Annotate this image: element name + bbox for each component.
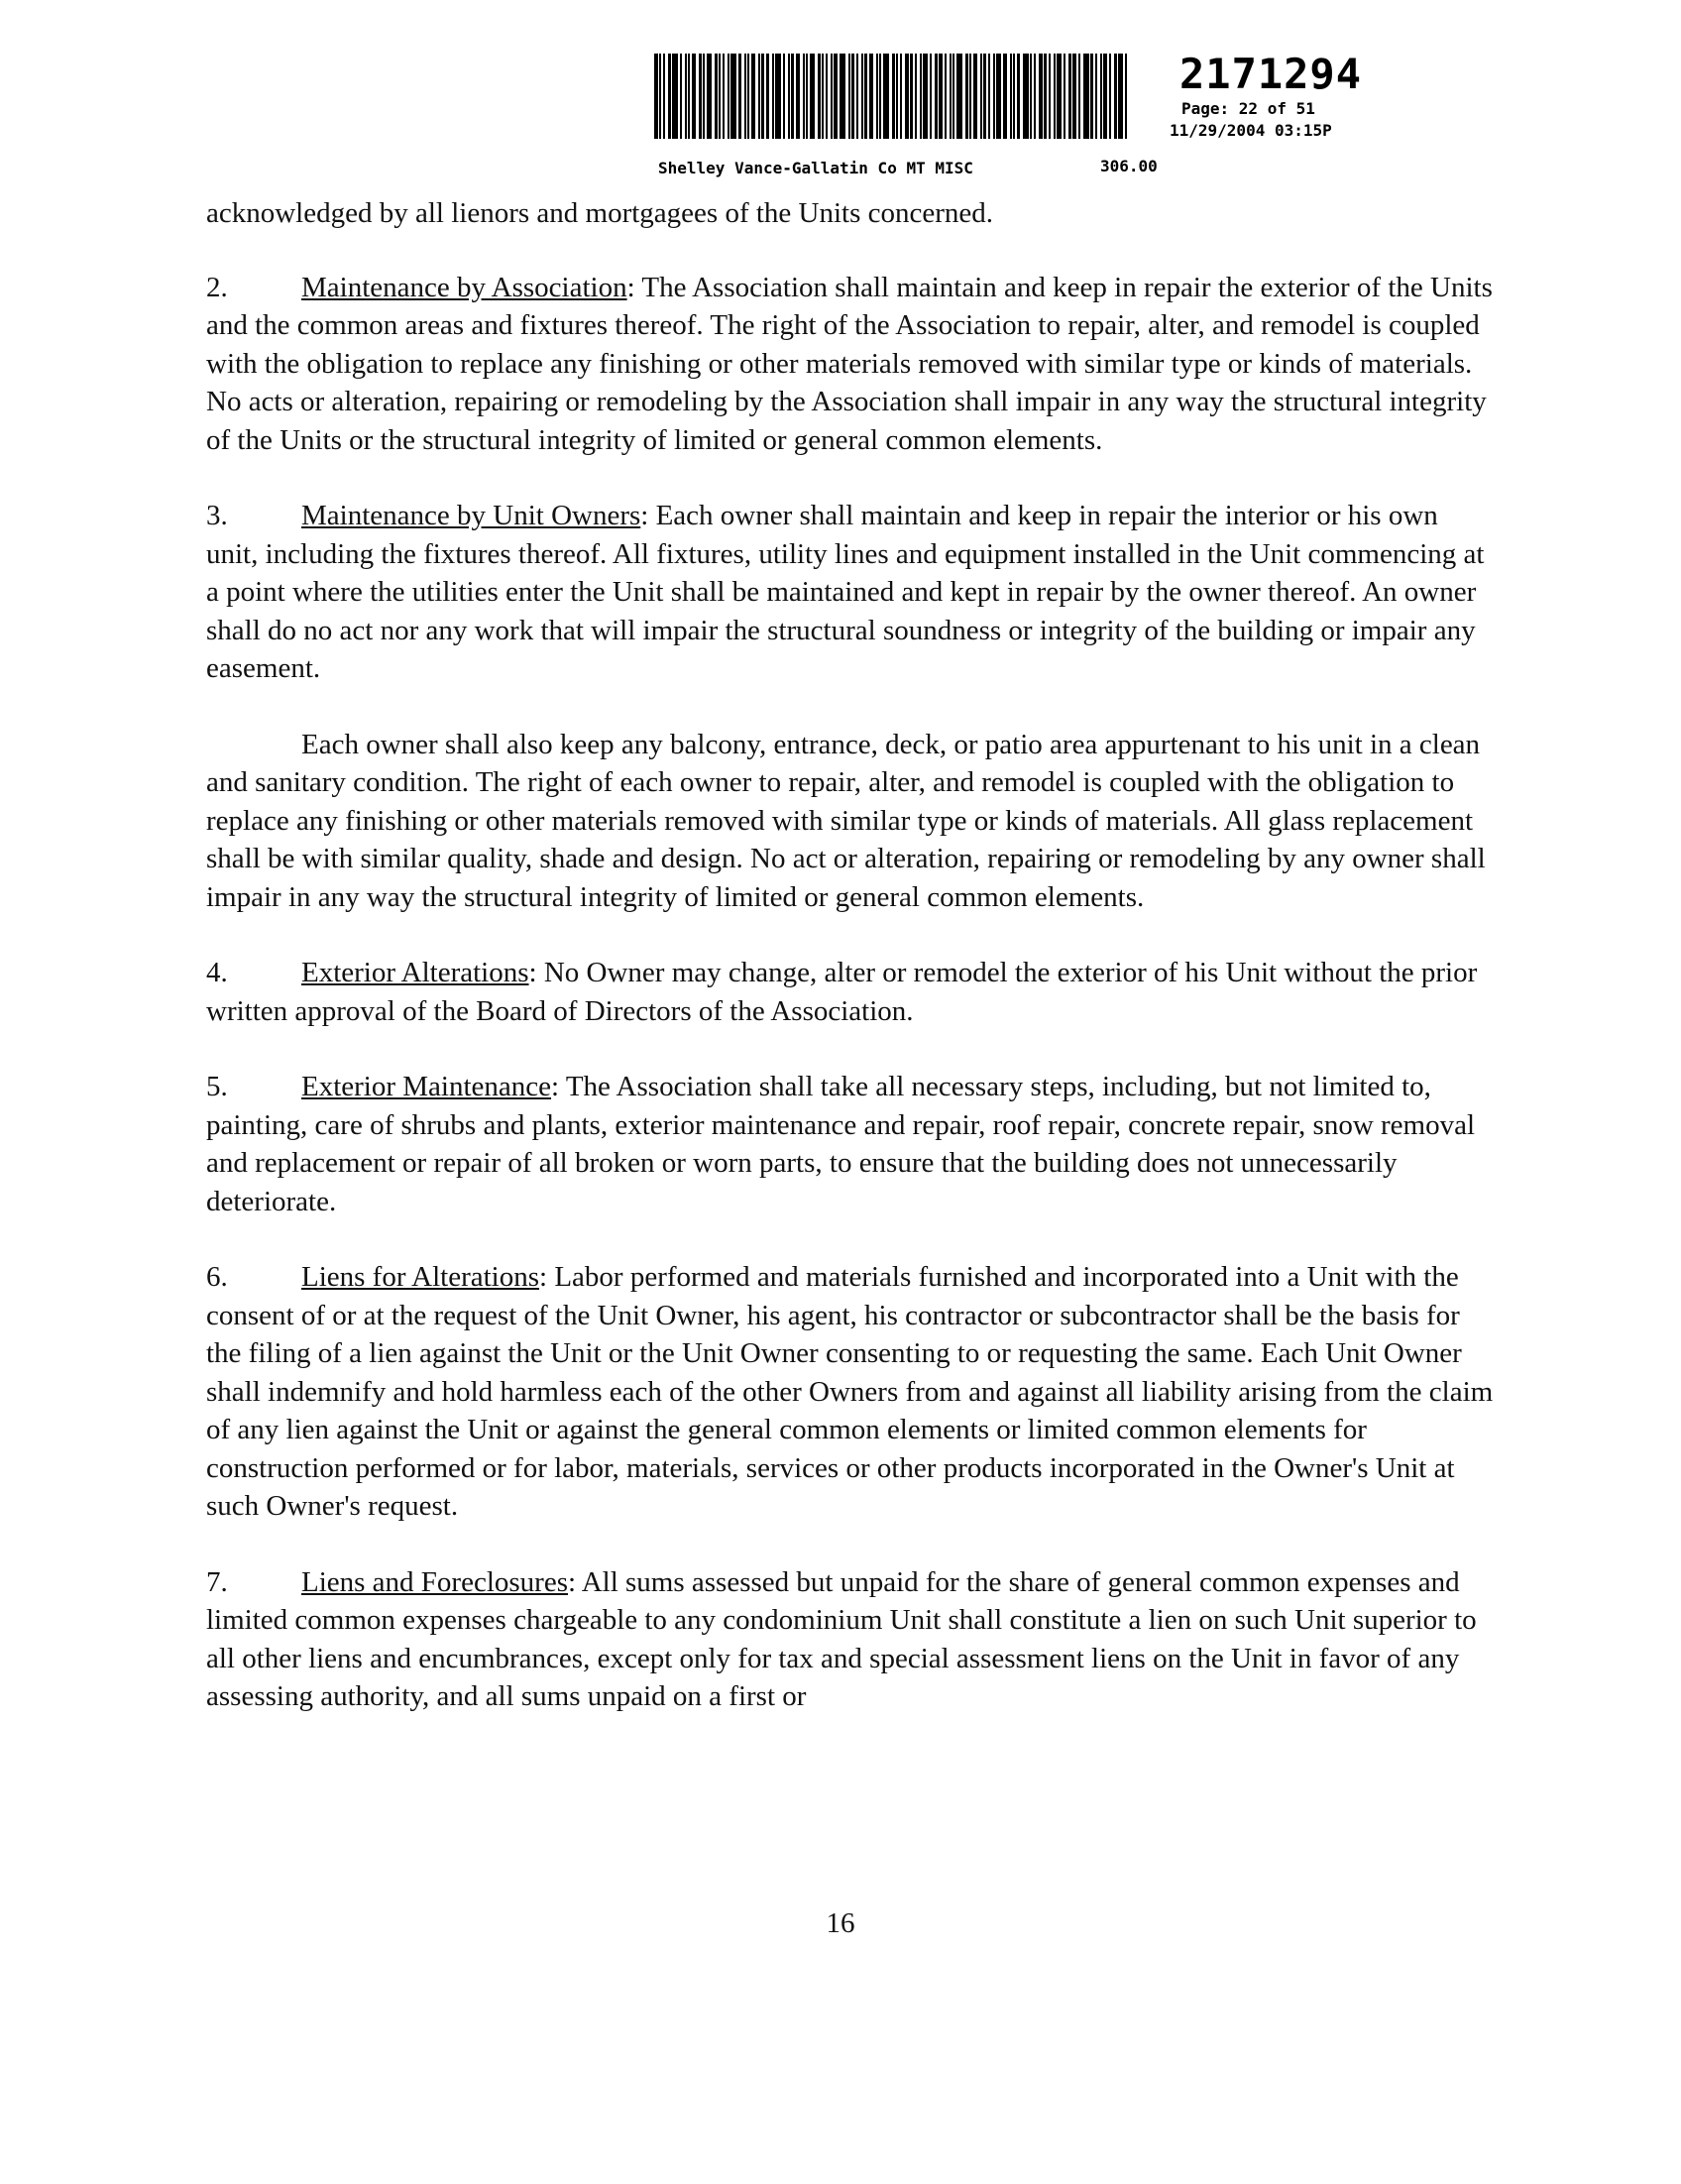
barcode-bar [896, 54, 898, 139]
section-heading: Maintenance by Unit Owners [301, 500, 641, 531]
barcode-bar [826, 54, 828, 139]
section-heading: Exterior Maintenance [301, 1071, 552, 1102]
barcode-bar [728, 54, 729, 139]
barcode-bar [945, 54, 947, 139]
barcode-bar [910, 54, 913, 139]
section-text: : Each owner shall maintain and keep in repair the interior or his own unit, including the fixtures thereof. All fixtures, utility lines and equipment installed in the Unit commencing at a point where the utilities enter the Unit shall be maintained and kept in repair by the owner thereof. An owner shall do no act nor any work that will impair the structural soundness or integrity of the building or impair any easement. [206, 500, 1485, 684]
barcode-bar [803, 54, 805, 139]
section-6 [206, 1258, 1495, 1526]
owner-paragraph: Each owner shall also keep any balcony, entrance, deck, or patio area appurtenant to his unit in a clean and sanitary condition. The right of each owner to repair, alter, and remodel is coupled with the obligation to replace any finishing or other materials removed with similar type or kinds of materials. All glass replacement shall be with similar quality, shade and design. No act or alteration, repairing or remodeling by any owner shall impair in any way the structural integrity of limited or general common elements. [206, 728, 1486, 913]
continuation-paragraph: acknowledged by all lienors and mortgagees of the Units concerned. [206, 197, 994, 229]
section-text: : No Owner may change, alter or remodel the exterior of his Unit without the prior written approval of the Board of Directors of the Association. [206, 957, 1478, 1027]
barcode-bar [900, 54, 902, 139]
barcode-bar [761, 54, 764, 139]
barcode-bar [791, 54, 794, 139]
stamp-recorder: Shelley Vance-Gallatin Co MT MISC [658, 159, 973, 177]
stamp-datetime: 11/29/2004 03:15P [1170, 121, 1332, 140]
barcode-bar [719, 54, 721, 139]
barcode-bar [856, 54, 858, 139]
section-4 [206, 954, 1495, 1030]
barcode-bar [869, 54, 873, 139]
barcode-bar [751, 54, 755, 139]
barcode-bar [723, 54, 725, 139]
barcode-bar [965, 54, 968, 139]
barcode-bar [1023, 54, 1029, 139]
barcode-bar [1044, 54, 1047, 139]
barcode-bar [988, 54, 990, 139]
barcode-bar [1095, 54, 1097, 139]
barcode-bar [993, 54, 995, 139]
barcode-bar [672, 54, 678, 139]
barcode-bar [1078, 54, 1080, 139]
section-heading: Exterior Alterations [301, 957, 529, 988]
barcode-bar [973, 54, 977, 139]
barcode-bar [703, 54, 705, 139]
section-heading: Liens and Foreclosures [301, 1565, 568, 1598]
section-text: : Labor performed and materials furnished and incorporated into a Unit with the consent of or at the request of the Unit Owner, his agent, his contractor or subcontractor shall be the basis for the filing of a lien against the Unit or the Unit Owner consenting to or requesting the same. Each Unit Owner shall indemnify and hold harmless each of the other Owners from and against all liability arising from the claim of any lien against the Unit or against the general common elements or limited common elements for construction performed or for labor, materials, services or other products incorporated in the Owner's Unit at such Owner's request. [206, 1261, 1494, 1522]
barcode-bar [688, 54, 690, 139]
barcode-bar [920, 54, 922, 139]
barcode-bar [930, 54, 932, 139]
barcode-bar [707, 54, 712, 139]
barcode-bar [659, 54, 661, 139]
barcode-bar [822, 54, 824, 139]
section-text: : All sums assessed but unpaid for the share of general common expenses and limited common expenses chargeable to any condominium Unit shall constitute a lien on such Unit superior to all other liens and encumbrances, except only for tax and special assessment liens on the Unit in favor of any assessing authority, and all sums unpaid on a first or [206, 1565, 1477, 1712]
barcode-bar [1068, 54, 1071, 139]
barcode-bar [923, 54, 928, 139]
barcode-bar [738, 54, 741, 139]
section-heading: Liens for Alterations [301, 1261, 540, 1293]
barcode [654, 54, 1170, 139]
barcode-bar [879, 54, 881, 139]
barcode-bar [806, 54, 808, 139]
barcode-bar [680, 54, 682, 139]
barcode-bar [953, 54, 954, 139]
section-5 [206, 1068, 1495, 1220]
barcode-bar [796, 54, 800, 139]
barcode-bar [950, 54, 952, 139]
barcode-bar [668, 54, 671, 139]
barcode-bar [783, 54, 785, 139]
barcode-bar [654, 54, 658, 139]
barcode-bar [915, 54, 917, 139]
barcode-bar [1083, 54, 1089, 139]
document-body [206, 194, 1495, 1754]
barcode-bar [831, 54, 833, 139]
barcode-bar [1103, 54, 1107, 139]
document-number: 2171294 [1179, 50, 1363, 98]
stamp-page-info: Page: 22 of 51 [1181, 99, 1315, 118]
barcode-bar [715, 54, 718, 139]
barcode-bar [980, 54, 982, 139]
barcode-bar [883, 54, 889, 139]
stamp-fee: 306.00 [1100, 157, 1158, 175]
barcode-bar [892, 54, 895, 139]
barcode-bar [775, 54, 781, 139]
barcode-bar [935, 54, 938, 139]
barcode-bar [834, 54, 838, 139]
section-3 [206, 497, 1495, 688]
barcode-bar [692, 54, 696, 139]
section-number: 7. [206, 1565, 228, 1598]
page-number: 16 [826, 1907, 855, 1939]
barcode-bar [1049, 54, 1051, 139]
section-number: 4. [206, 957, 228, 988]
barcode-bar [1034, 54, 1036, 139]
barcode-bar [1054, 54, 1056, 139]
barcode-bar [969, 54, 971, 139]
barcode-bar [1057, 54, 1062, 139]
barcode-bar [996, 54, 1001, 139]
section-number: 5. [206, 1071, 228, 1102]
barcode-bar [685, 54, 687, 139]
barcode-bar [730, 54, 736, 139]
section-2 [206, 269, 1495, 460]
barcode-bar [1030, 54, 1032, 139]
barcode-bar [1125, 54, 1127, 139]
barcode-bar [1003, 54, 1007, 139]
barcode-bar [1118, 54, 1123, 139]
barcode-bar [818, 54, 821, 139]
barcode-bar [810, 54, 815, 139]
barcode-bar [1090, 54, 1093, 139]
barcode-bar [1013, 54, 1015, 139]
section-7 [206, 1563, 1495, 1716]
barcode-bar [1039, 54, 1043, 139]
barcode-bar [864, 54, 867, 139]
barcode-bar [663, 54, 665, 139]
barcode-bar [861, 54, 863, 139]
section-heading: Maintenance by Association [301, 271, 627, 303]
recording-stamp [654, 50, 1388, 182]
barcode-bar [848, 54, 850, 139]
barcode-bar [956, 54, 962, 139]
section-number: 3. [206, 500, 228, 531]
barcode-bar [1114, 54, 1117, 139]
barcode-bar [772, 54, 774, 139]
barcode-bar [1064, 54, 1065, 139]
barcode-bar [699, 54, 702, 139]
barcode-bar [876, 54, 878, 139]
barcode-bar [1109, 54, 1111, 139]
barcode-bar [788, 54, 790, 139]
barcode-bar [1100, 54, 1102, 139]
section-text: : The Association shall take all necessary steps, including, but not limited to, painting, care of shrubs and plants, exterior maintenance and repair, roof repair, concrete repair, snow removal and replacement or repair of all broken or worn parts, to ensure that the building does not unnecessarily deteriorate. [206, 1071, 1476, 1217]
barcode-bar [758, 54, 760, 139]
barcode-bar [1072, 54, 1076, 139]
barcode-bar [766, 54, 769, 139]
section-number: 2. [206, 271, 228, 303]
barcode-bar [939, 54, 943, 139]
barcode-bar [983, 54, 986, 139]
section-text: : The Association shall maintain and keep in repair the exterior of the Units and the common areas and fixtures thereof. The right of the Association to repair, alter, and remodel is coupled with the obligation to replace any finishing or other materials removed with similar type or kinds of materials. No acts or alteration, repairing or remodeling by the Association shall impair in any way the structural integrity of the Units or the structural integrity of limited or general common elements. [206, 271, 1493, 456]
barcode-bar [851, 54, 854, 139]
barcode-bar [1017, 54, 1020, 139]
barcode-bar [905, 54, 909, 139]
barcode-bar [747, 54, 749, 139]
section-number: 6. [206, 1261, 228, 1293]
barcode-bar [744, 54, 746, 139]
barcode-bar [1010, 54, 1012, 139]
barcode-bar [840, 54, 845, 139]
